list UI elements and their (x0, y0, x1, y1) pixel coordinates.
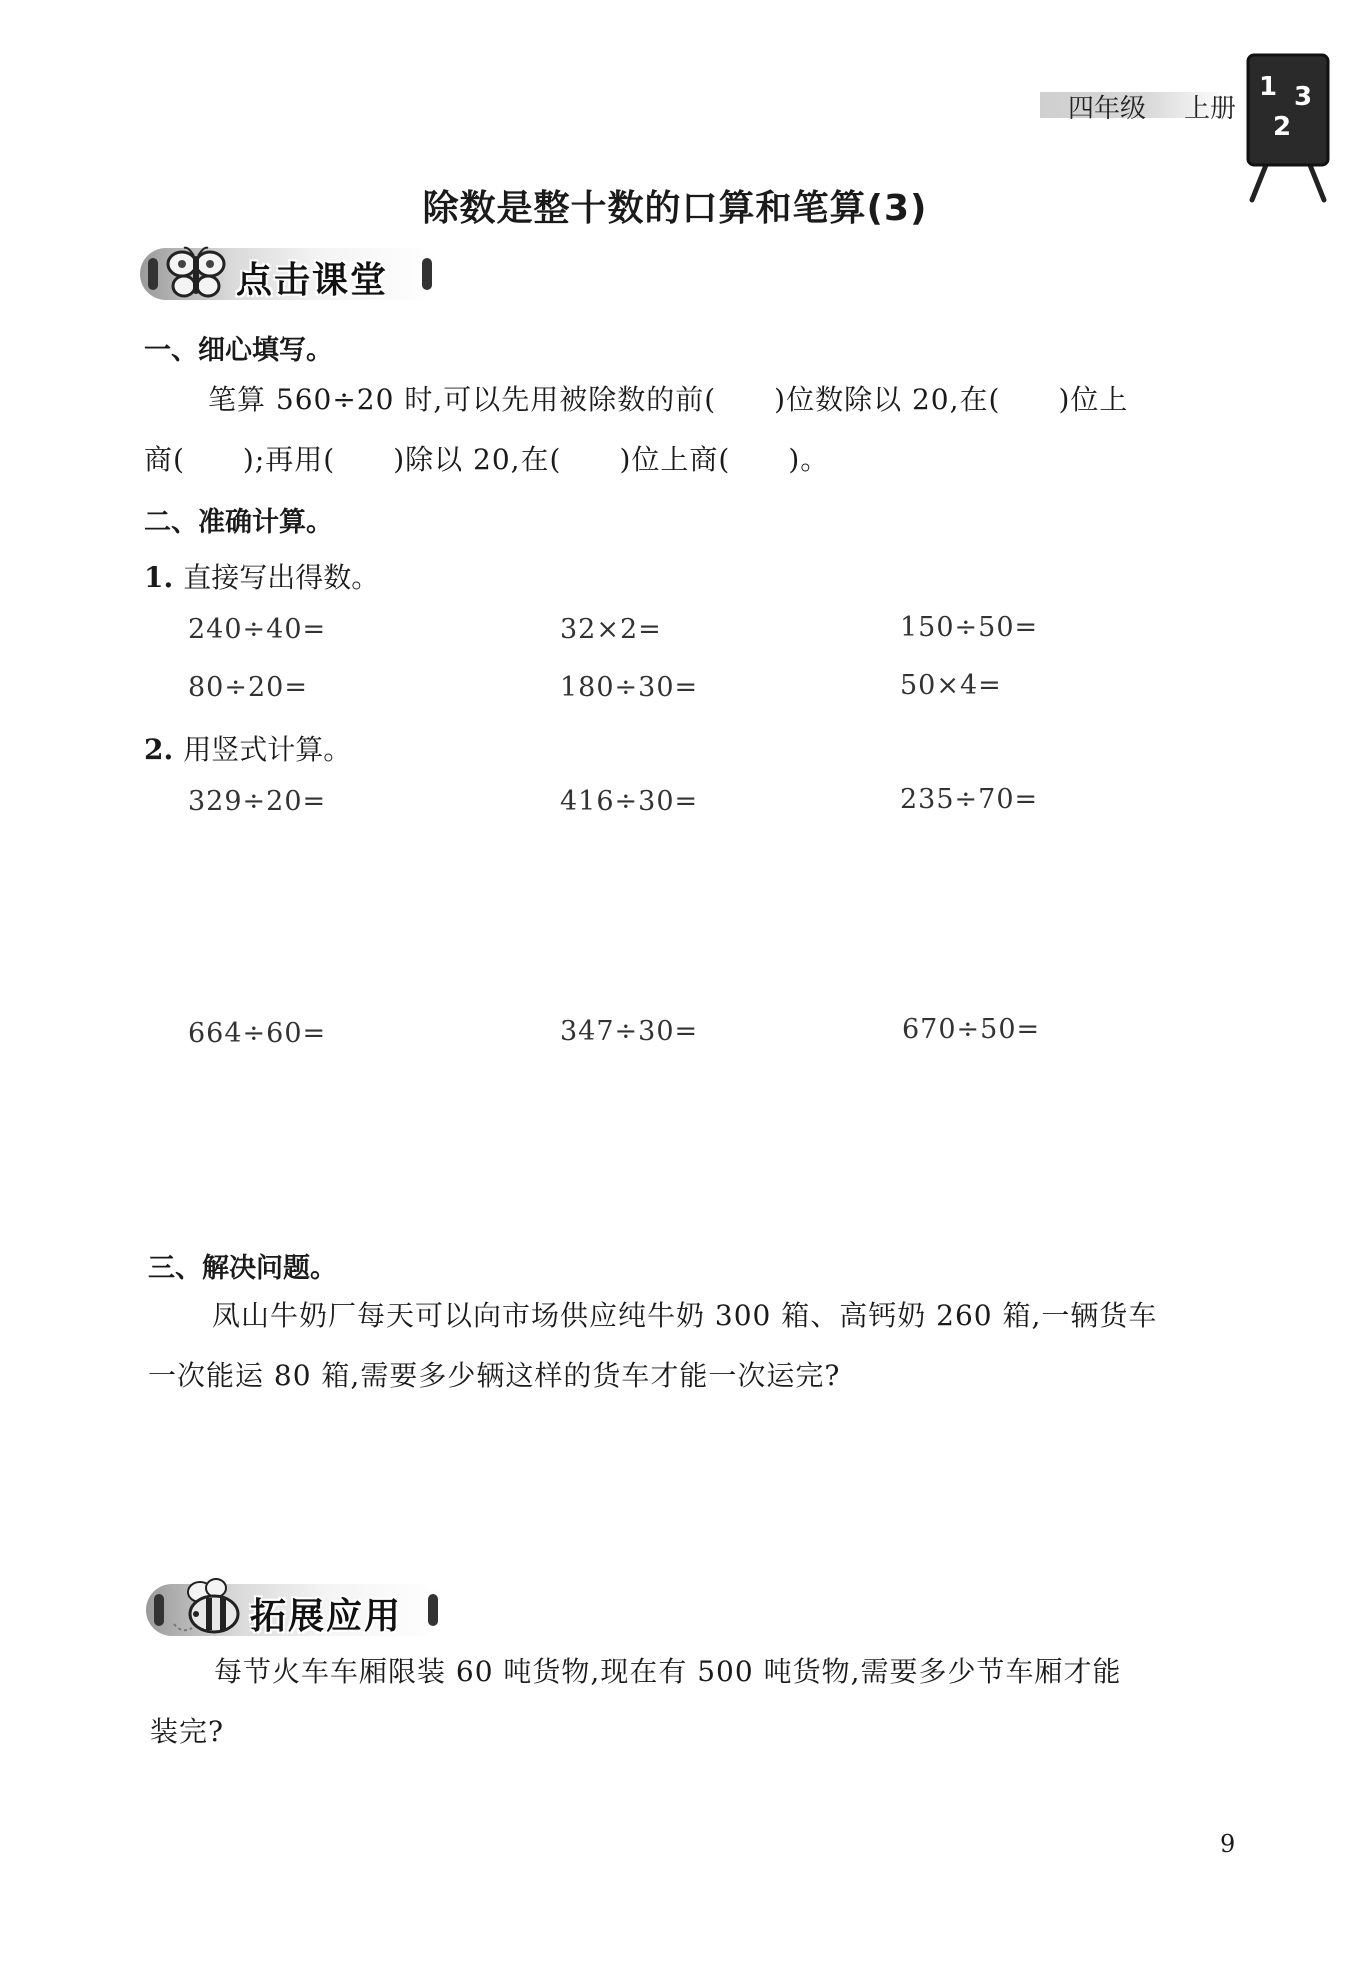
section-heading-fill: 一、细心填写。 (144, 335, 333, 366)
banner-label-extension: 拓展应用 (250, 1596, 403, 1637)
subsection-direct-text: 直接写出得数。 (183, 561, 380, 594)
board-digit-1: 1 (1258, 72, 1278, 102)
subsection-vertical-number: 2. (144, 733, 174, 766)
problem-line-2: 一次能运 80 箱,需要多少辆这样的货车才能一次运完? (148, 1359, 841, 1392)
expr-2-5: 347÷30= (560, 1016, 699, 1047)
page-title: 除数是整十数的口算和笔算(3) (422, 188, 928, 229)
expr-1-3: 150÷50= (900, 612, 1039, 643)
section-banner-extension (146, 1584, 446, 1636)
expr-1-6: 50×4= (900, 670, 1002, 701)
page-number: 9 (1220, 1830, 1236, 1858)
expr-1-1: 240÷40= (188, 614, 327, 645)
expr-2-1: 329÷20= (188, 786, 327, 817)
subsection-vertical-text: 用竖式计算。 (183, 733, 352, 766)
extension-line-2: 装完? (150, 1715, 225, 1748)
bee-icon (170, 1574, 250, 1640)
subsection-direct-number: 1. (144, 561, 174, 594)
expr-2-3: 235÷70= (900, 784, 1039, 815)
expr-1-2: 32×2= (560, 614, 662, 645)
grade-label: 四年级 (1068, 94, 1147, 124)
section-banner-classroom (140, 248, 440, 300)
subsection-direct (144, 556, 379, 596)
butterfly-icon (164, 244, 228, 304)
expr-2-4: 664÷60= (188, 1018, 327, 1049)
subsection-vertical (144, 728, 351, 768)
expr-2-6: 670÷50= (902, 1014, 1041, 1045)
expr-2-2: 416÷30= (560, 786, 699, 817)
board-digit-3: 2 (1272, 112, 1292, 142)
section-heading-problem: 三、解决问题。 (148, 1253, 337, 1284)
expr-1-5: 180÷30= (560, 672, 699, 703)
banner-label-classroom: 点击课堂 (236, 260, 389, 301)
term-label: 上册 (1184, 94, 1237, 124)
fill-question-line-1: 笔算 560÷20 时,可以先用被除数的前( )位数除以 20,在( )位上 (208, 383, 1129, 416)
board-digit-2: 3 (1293, 82, 1313, 112)
extension-line-1: 每节火车车厢限装 60 吨货物,现在有 500 吨货物,需要多少节车厢才能 (214, 1655, 1122, 1688)
problem-line-1: 凤山牛奶厂每天可以向市场供应纯牛奶 300 箱、高钙奶 260 箱,一辆货车 (212, 1299, 1158, 1332)
expr-1-4: 80÷20= (188, 672, 308, 703)
section-heading-calc: 二、准确计算。 (144, 507, 333, 538)
fill-question-line-2: 商( );再用( )除以 20,在( )位上商( )。 (144, 443, 830, 476)
